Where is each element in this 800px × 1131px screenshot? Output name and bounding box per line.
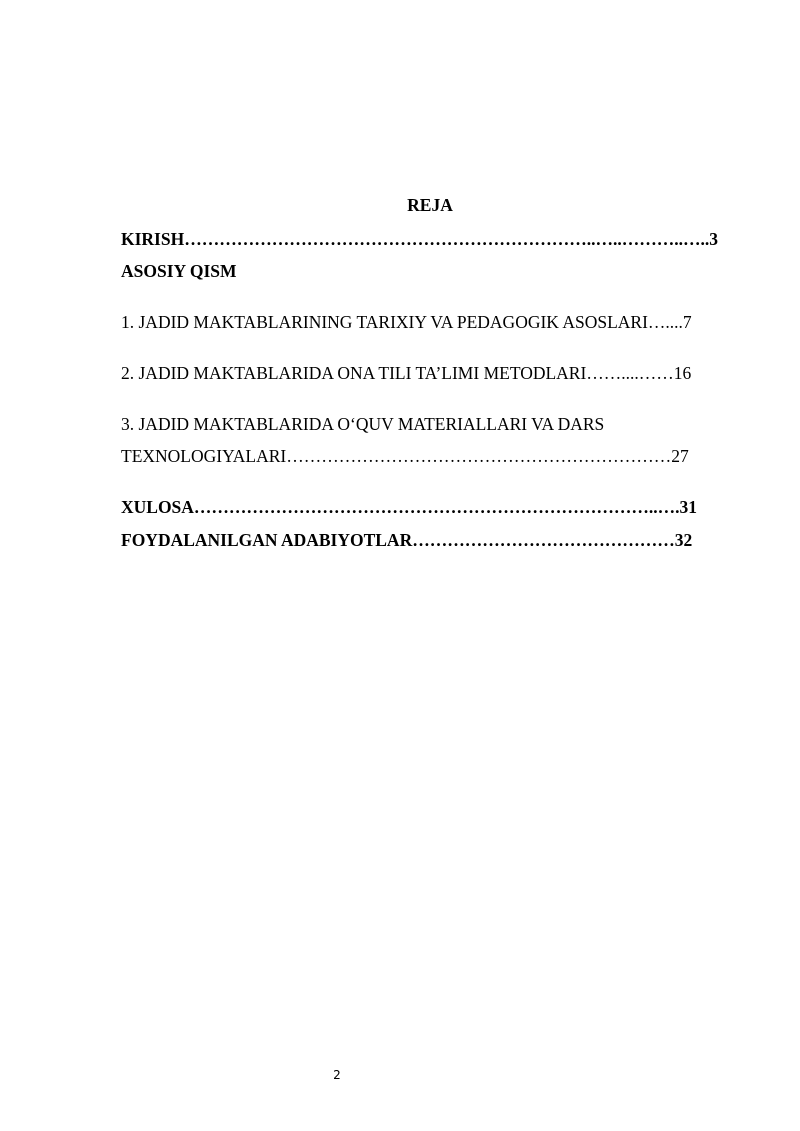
page-title: REJA <box>407 195 453 215</box>
toc-entry-xulosa: XULOSA……………………………………………………………………..….31 <box>121 497 698 517</box>
toc-entry-chapter-2: 2. JADID MAKTABLARIDA ONA TILI TA’LIMI METODLARI……....……16 <box>121 363 692 383</box>
toc-section-heading: ASOSIY QISM <box>121 261 237 281</box>
toc-entry-adabiyotlar: FOYDALANILGAN ADABIYOTLAR………………………………………32 <box>121 530 693 550</box>
toc-entry-chapter-3-line-1: 3. JADID MAKTABLARIDA O‘QUV MATERIALLARI VA DARS <box>121 414 605 434</box>
toc-entry-kirish: KIRISH……………………………………………………………..…..………..…..3 <box>121 229 718 249</box>
page-number: 2 <box>333 1068 341 1082</box>
toc-entry-chapter-3-line-2: TEXNOLOGIYALARI…………………………………………………………27 <box>121 446 689 466</box>
toc-entry-chapter-1: 1. JADID MAKTABLARINING TARIXIY VA PEDAGOGIK ASOSLARI…....7 <box>121 312 692 332</box>
